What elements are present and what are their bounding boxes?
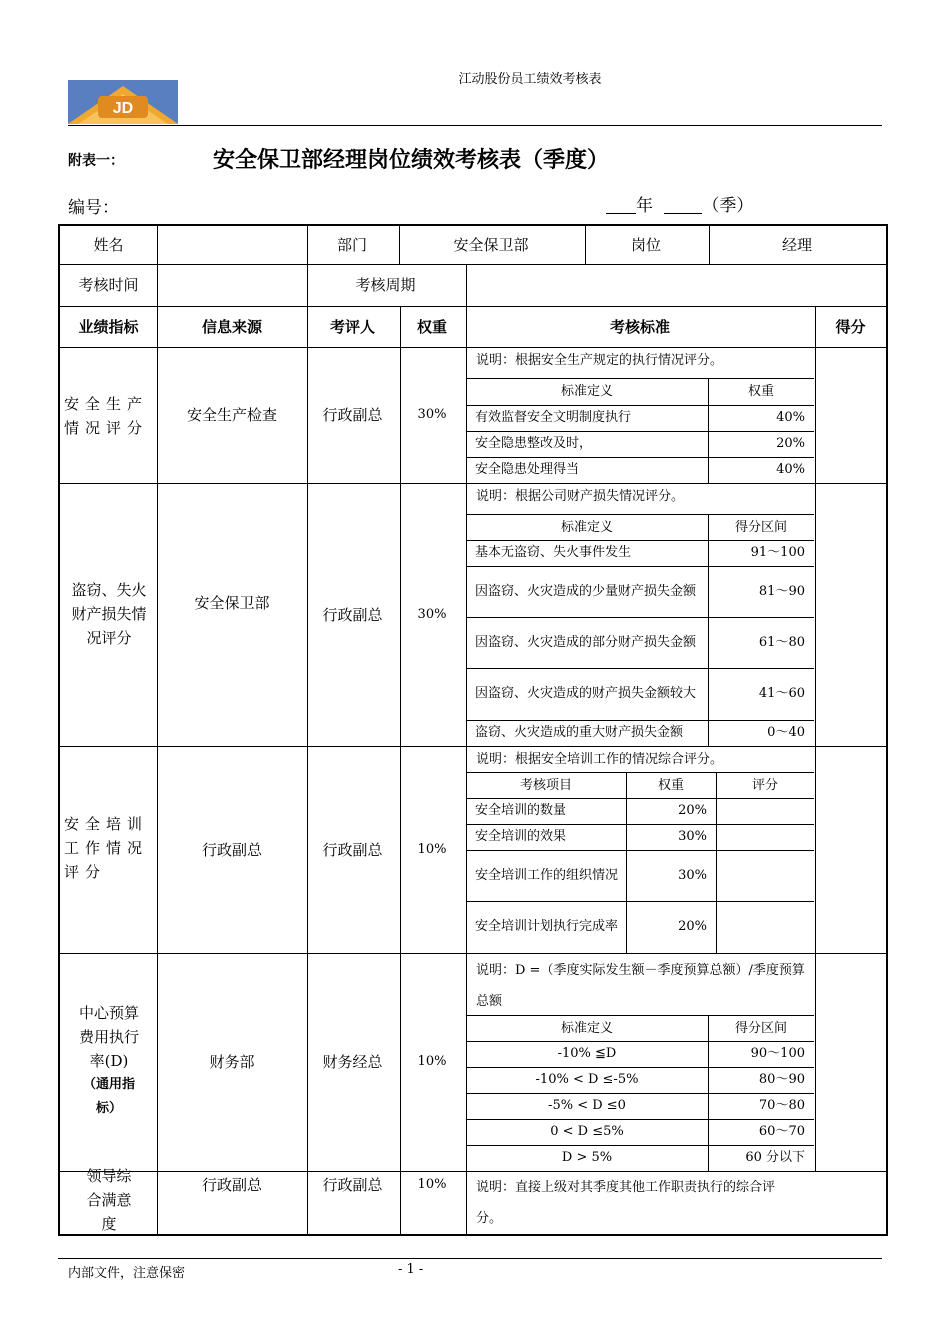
- section-1-subhead-weight: 权重: [747, 384, 774, 399]
- section-5-indicator: 领导综合满意度: [86, 1167, 132, 1233]
- section-2-row-4-value: 41～60: [758, 686, 805, 701]
- section-4-row-1-value: 90～100: [750, 1046, 805, 1061]
- section-3-source: 行政副总: [201, 840, 262, 859]
- header-rule: [68, 125, 882, 126]
- section-2-row-2-value: 81～90: [758, 583, 805, 599]
- section-3-score[interactable]: [815, 746, 886, 953]
- section-3-subhead-weight: 权重: [657, 777, 684, 793]
- section-3-row-2-label: 安全培训的效果: [475, 829, 567, 844]
- section-3-row-1-weight: 20%: [678, 803, 707, 818]
- section-3-indicator: 安全培训工作情况评分: [64, 815, 149, 881]
- section-2-indicator: 盗窃、失火财产损失情况评分: [71, 581, 147, 647]
- dept-value: 安全保卫部: [453, 236, 529, 254]
- form-title: 安全保卫部经理岗位绩效考核表（季度）: [213, 147, 610, 173]
- section-4-subhead-range: 得分区间: [734, 1020, 787, 1036]
- section-3-row-3-label: 安全培训工作的组织情况: [475, 867, 619, 883]
- logo-lettering: JD: [112, 100, 134, 117]
- year-label: 年: [636, 196, 653, 216]
- section-2-rater: 行政副总: [322, 605, 383, 624]
- section-5-desc: 说明：直接上级对其季度其他工作职责执行的综合评分。: [476, 1180, 776, 1226]
- section-3-row-4-rating[interactable]: [716, 901, 814, 953]
- confidential-note: 内部文件，注意保密: [68, 1266, 186, 1281]
- season-blank[interactable]: [664, 197, 702, 214]
- serial-number-label: 编号：: [68, 198, 119, 218]
- time-value[interactable]: [158, 264, 306, 306]
- section-1-score[interactable]: [815, 347, 886, 483]
- section-3-row-1-label: 安全培训的数量: [475, 803, 567, 818]
- section-4-row-4-value: 60～70: [758, 1124, 805, 1139]
- page-number: - 1 -: [398, 1262, 424, 1277]
- col-source: 信息来源: [201, 317, 262, 336]
- section-1-row-2-label: 安全隐患整改及时，: [475, 436, 593, 451]
- name-label: 姓名: [93, 236, 124, 254]
- section-1-source: 安全生产检查: [186, 406, 277, 424]
- section-2-row-3-label: 因盗窃、火灾造成的部分财产损失金额: [475, 634, 697, 650]
- section-4-weight: 10%: [417, 1054, 447, 1069]
- section-4-indicator: 中心预算费用执行率(D) （通用指标）: [64, 998, 154, 1123]
- period-value[interactable]: [466, 264, 886, 306]
- col-score: 得分: [835, 317, 866, 336]
- section-2-subhead-range: 得分区间: [734, 519, 787, 535]
- section-4-rater: 财务经总: [322, 1053, 383, 1071]
- section-1-row-3-value: 40%: [776, 462, 805, 477]
- section-4-row-3-value: 70～80: [758, 1098, 805, 1113]
- section-1-weight: 30%: [417, 407, 447, 422]
- section-2-row-3-value: 61～80: [758, 634, 805, 650]
- section-2-row-5-value: 0～40: [767, 725, 805, 740]
- section-4-row-3-label: -5% < D ≤0: [548, 1098, 626, 1113]
- section-4-row-4-label: 0 < D ≤5%: [550, 1124, 624, 1139]
- col-rater: 考评人: [329, 317, 375, 336]
- section-4-row-2-label: -10% < D ≤-5%: [535, 1072, 639, 1087]
- post-value: 经理: [781, 236, 812, 254]
- section-2-row-1-value: 91～100: [750, 545, 805, 560]
- section-4-row-2-value: 80～90: [758, 1072, 805, 1087]
- section-4-subhead-definition: 标准定义: [560, 1020, 613, 1036]
- section-2-weight: 30%: [417, 606, 447, 622]
- section-1-row-2-value: 20%: [776, 436, 805, 451]
- section-3-weight: 10%: [417, 841, 447, 857]
- post-label: 岗位: [630, 236, 661, 254]
- section-3-row-4-label: 安全培训计划执行完成率: [475, 919, 619, 934]
- section-3-subhead-item: 考核项目: [519, 777, 572, 793]
- section-5-rater: 行政副总: [322, 1176, 383, 1194]
- section-1-row-1-value: 40%: [776, 410, 805, 425]
- section-4-desc: 说明：D =（季度实际发生额－季度预算总额）/季度预算总额: [476, 963, 805, 1009]
- section-3-row-1-rating[interactable]: [716, 798, 814, 824]
- section-2-desc: 说明：根据公司财产损失情况评分。: [476, 489, 685, 504]
- section-2-row-2-label: 因盗窃、火灾造成的少量财产损失金额: [475, 583, 697, 599]
- section-3-row-3-rating[interactable]: [716, 850, 814, 901]
- section-1-rater: 行政副总: [322, 406, 383, 424]
- footer-rule: [58, 1258, 882, 1259]
- time-label: 考核时间: [78, 276, 139, 294]
- section-3-rater: 行政副总: [322, 840, 383, 859]
- section-2-subhead-definition: 标准定义: [560, 519, 613, 535]
- company-header-title: 江动股份员工绩效考核表: [458, 72, 602, 87]
- section-1-desc: 说明：根据安全生产规定的执行情况评分。: [476, 353, 724, 368]
- section-2-row-1-label: 基本无盗窃、失火事件发生: [475, 545, 632, 560]
- section-1-indicator: 安全生产情况评分: [64, 395, 149, 437]
- section-4-indicator-note: （通用指标）: [82, 1076, 135, 1116]
- section-5-weight: 10%: [417, 1177, 447, 1192]
- section-5-source: 行政副总: [201, 1176, 262, 1194]
- section-4-score[interactable]: [815, 953, 886, 1171]
- company-logo: [68, 80, 178, 124]
- name-value[interactable]: [158, 226, 306, 264]
- year-blank[interactable]: [606, 197, 636, 214]
- section-1-subhead-definition: 标准定义: [560, 384, 613, 399]
- annex-label: 附表一：: [68, 153, 124, 169]
- section-2-source: 安全保卫部: [194, 594, 270, 612]
- section-3-desc: 说明：根据安全培训工作的情况综合评分。: [476, 752, 724, 767]
- section-4-row-1-label: -10% ≦D: [557, 1046, 617, 1061]
- section-2-row-4-label: 因盗窃、火灾造成的财产损失金额较大: [475, 686, 697, 701]
- season-label: （季）: [702, 196, 754, 216]
- section-3-row-3-weight: 30%: [678, 867, 707, 883]
- year-season-field: [606, 191, 753, 216]
- section-3-row-2-rating[interactable]: [716, 824, 814, 850]
- section-3-row-2-weight: 30%: [678, 829, 707, 844]
- section-2-row-5-label: 盗窃、火灾造成的重大财产损失金额: [475, 725, 684, 740]
- section-2-score[interactable]: [815, 483, 886, 746]
- section-4-row-5-label: D > 5%: [561, 1150, 613, 1165]
- section-1-row-1-label: 有效监督安全文明制度执行: [475, 410, 632, 425]
- section-3-row-4-weight: 20%: [678, 919, 707, 934]
- section-4-source: 财务部: [209, 1053, 255, 1071]
- section-4-row-5-value: 60 分以下: [745, 1150, 805, 1165]
- section-3-subhead-rating: 评分: [751, 777, 778, 793]
- col-indicator: 业绩指标: [78, 317, 139, 336]
- dept-label: 部门: [336, 236, 367, 254]
- col-standard: 考核标准: [609, 317, 670, 336]
- col-weight: 权重: [416, 317, 447, 336]
- section-1-row-3-label: 安全隐患处理得当: [475, 462, 580, 477]
- period-label: 考核周期: [355, 276, 416, 294]
